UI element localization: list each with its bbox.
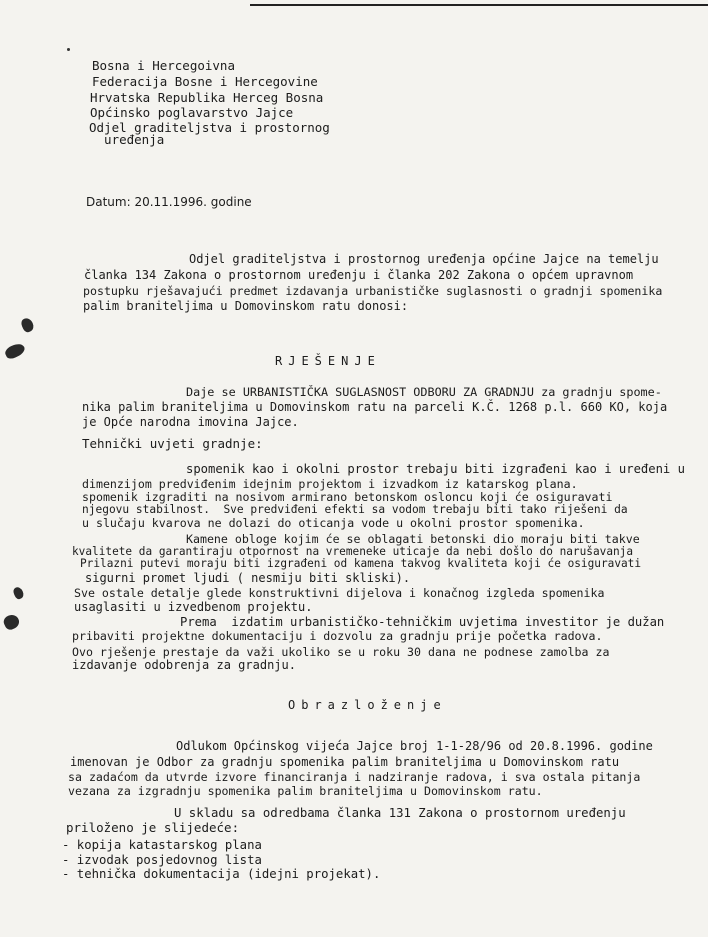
condition-line: spomenik kao i okolni prostor trebaju biti izgrađeni kao i uređeni u bbox=[186, 462, 685, 476]
speck bbox=[67, 48, 70, 51]
intro-line: palim braniteljima u Domovinskom ratu donosi: bbox=[83, 299, 409, 313]
decision-line: nika palim braniteljima u Domovinskom ratu na parceli K.Č. 1268 p.l. 660 KO, koja bbox=[82, 400, 668, 414]
condition-line: Sve ostale detalje glede konstruktivni dijelova i konačnog izgleda spomenika bbox=[74, 586, 605, 600]
reasoning-line: imenovan je Odbor za gradnju spomenika palim braniteljima u Domovinskom ratu bbox=[70, 755, 620, 769]
reasoning-line: priloženo je slijedeće: bbox=[66, 820, 240, 835]
reasoning-title: Obrazloženje bbox=[288, 698, 447, 712]
letterhead-line: Hrvatska Republika Herceg Bosna bbox=[90, 90, 324, 105]
condition-line: njegovu stabilnost. Sve predviđeni efekti sa vodom trebaju biti tako riješeni da bbox=[82, 503, 628, 516]
reasoning-line: Odlukom Općinskog vijeća Jajce broj 1-1-28/96 od 20.8.1996. godine bbox=[176, 739, 653, 753]
condition-line: kvalitete da garantiraju otpornost na vremeneke uticaje da nebi došlo do narušavanja bbox=[72, 545, 634, 558]
decision-line: Daje se URBANISTIČKA SUGLASNOST ODBORU ZA GRADNJU za gradnju spome- bbox=[186, 385, 662, 399]
intro-line: članka 134 Zakona o prostornom uređenju i članka 202 Zakona o općem upravnom bbox=[84, 268, 634, 282]
margin-blot bbox=[2, 612, 22, 631]
letterhead-line: uređenja bbox=[89, 132, 165, 147]
conditions-label: Tehnički uvjeti gradnje: bbox=[82, 436, 263, 451]
condition-line: usaglasiti u izvedbenom projektu. bbox=[74, 600, 313, 614]
letterhead-line: Federacija Bosne i Hercegovine bbox=[92, 74, 318, 89]
letterhead-line: Općinsko poglavarstvo Jajce bbox=[90, 105, 294, 120]
reasoning-line: sa zadaćom da utvrde izvore financiranja i nadziranje radova, i sva ostala pitanja bbox=[68, 770, 641, 784]
condition-line: dimenzijom predviđenim idejnim projektom i izvadkom iz katarskog plana. bbox=[82, 477, 578, 491]
condition-line: Kamene obloge kojim će se oblagati betonski dio moraju biti takve bbox=[186, 532, 640, 546]
margin-blot bbox=[20, 316, 36, 333]
intro-line: Odjel graditeljstva i prostornog uređenja općine Jajce na temelju bbox=[189, 252, 659, 266]
attachment-item: - izvodak posjedovnog lista bbox=[62, 853, 262, 867]
condition-line: sigurni promet ljudi ( nesmiju biti skliski). bbox=[85, 571, 411, 585]
intro-line: postupku rješavajući predmet izdavanja urbanističke suglasnosti o gradnji spomenika bbox=[83, 284, 663, 298]
condition-line: Prilazni putevi moraju biti izgrađeni od kamena takvog kvaliteta koji će osiguravati bbox=[80, 557, 642, 570]
condition-line: u slučaju kvarova ne dolazi do oticanja vode u okolni prostor spomenika. bbox=[82, 516, 585, 530]
condition-line: Ovo rješenje prestaje da važi ukoliko se u roku 30 dana ne podnese zamolba za bbox=[72, 645, 610, 659]
reasoning-line: vezana za izgradnju spomenika palim braniteljima u Domovinskom ratu. bbox=[68, 784, 543, 798]
letterhead-line: Odjel graditeljstva i prostornog bbox=[89, 120, 330, 135]
condition-line: izdavanje odobrenja za gradnju. bbox=[72, 658, 296, 672]
date-line: Datum: 20.11.1996. godine bbox=[86, 195, 252, 209]
margin-blot bbox=[3, 341, 26, 360]
attachment-item: - tehnička dokumentacija (idejni projekat). bbox=[62, 867, 381, 881]
letterhead-line: Bosna i Hercegoivna bbox=[92, 58, 235, 73]
attachment-item: - kopija katastarskog plana bbox=[62, 838, 262, 852]
reasoning-line: U skladu sa odredbama članka 131 Zakona o prostornom uređenju bbox=[174, 806, 626, 820]
margin-blot bbox=[12, 586, 25, 601]
condition-line: Prema izdatim urbanističko-tehničkim uvjetima investitor je dužan bbox=[180, 615, 665, 629]
decision-line: je Opće narodna imovina Jajce. bbox=[82, 415, 299, 429]
condition-line: spomenik izgraditi na nosivom armirano betonskom osloncu koji će osiguravati bbox=[82, 490, 613, 504]
top-border-line bbox=[250, 4, 708, 6]
condition-line: pribaviti projektne dokumentaciju i dozvolu za gradnju prije početka radova. bbox=[72, 629, 603, 643]
decision-title: RJEŠENJE bbox=[275, 354, 381, 368]
